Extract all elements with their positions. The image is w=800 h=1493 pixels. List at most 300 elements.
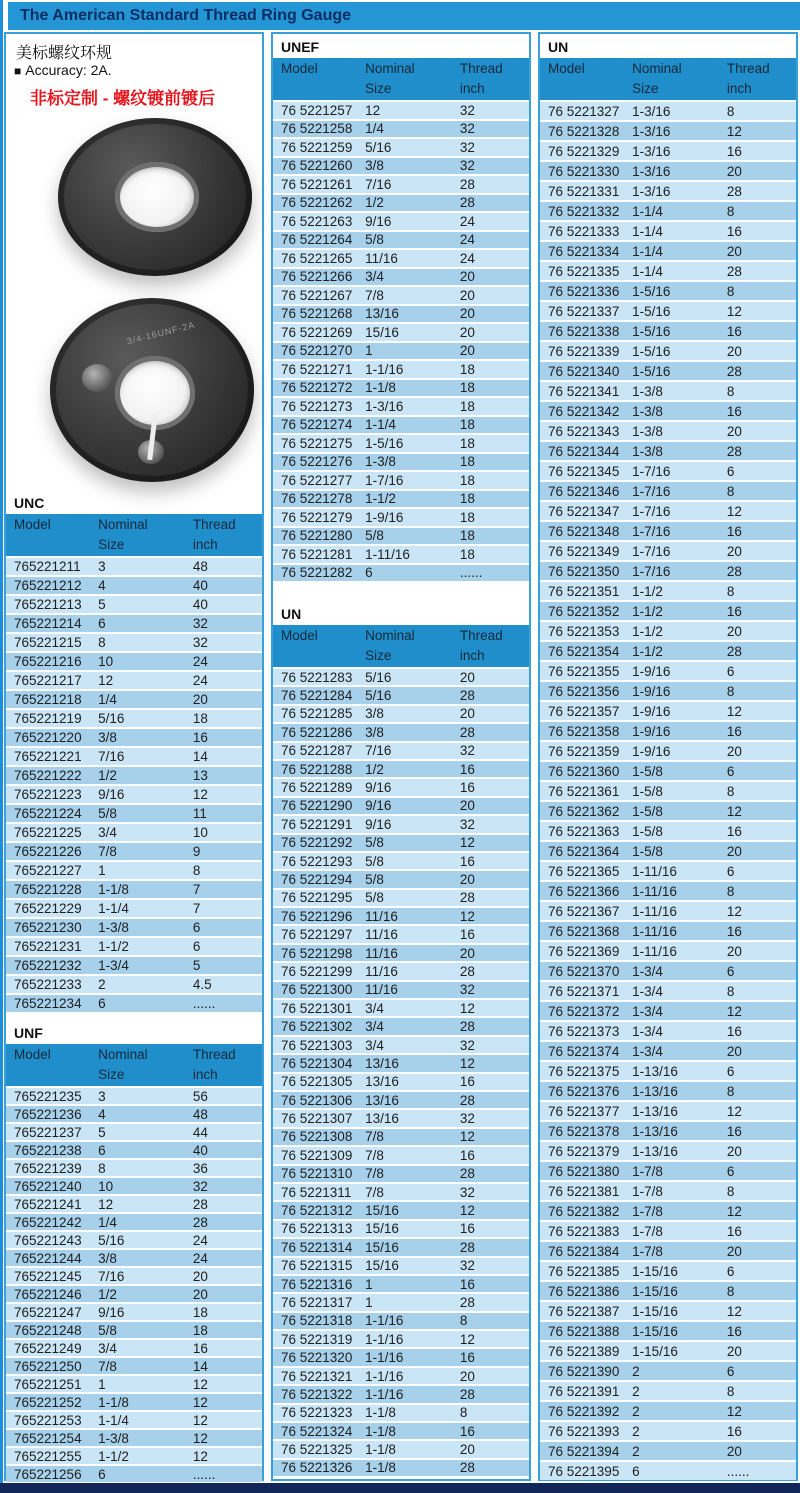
table-cell: 76 5221278: [281, 491, 353, 507]
table-cell: 18: [459, 491, 475, 507]
table-cell: 32: [459, 982, 475, 998]
table-cell: 16: [726, 1123, 742, 1139]
table-cell: 1-9/16: [632, 703, 671, 719]
table-cell: 1-7/16: [632, 523, 671, 539]
table-cell: 76 5221385: [548, 1263, 620, 1279]
table-cell: 76 5221274: [281, 417, 353, 433]
table-cell: 1-1/4: [632, 263, 663, 279]
table-cell: 13/16: [365, 1074, 399, 1090]
table-cell: 28: [459, 963, 475, 979]
unc-table: [6, 514, 262, 1012]
table-cell: 16: [726, 403, 742, 419]
table-cell: 20: [459, 871, 475, 887]
table-cell: 28: [459, 1166, 475, 1182]
table-cell: 1-7/8: [632, 1203, 663, 1219]
table-cell: 6: [726, 663, 735, 679]
table-cell: 76 5221262: [281, 195, 353, 211]
table-cell: 1-3/4: [98, 958, 129, 973]
table-cell: 16: [726, 523, 742, 539]
table-cell: 28: [459, 1386, 475, 1402]
table-row: [273, 119, 529, 138]
table-cell: 3/4: [365, 269, 384, 285]
table-cell: 76 5221277: [281, 472, 353, 488]
table-row: [6, 1176, 262, 1194]
table-cell: 1-11/16: [632, 943, 677, 959]
table-cell: 8: [726, 1383, 735, 1399]
table-row: [6, 1194, 262, 1212]
table-section-unf: [6, 1020, 262, 1482]
table-row: [273, 1458, 529, 1476]
table-cell: 76 5221286: [281, 724, 353, 740]
table-row: [540, 960, 796, 980]
table-cell: 76 5221387: [548, 1303, 620, 1319]
table-cell: 40: [192, 578, 208, 593]
table-cell: 1-3/4: [632, 1003, 663, 1019]
table-cell: 1-1/8: [98, 1394, 129, 1410]
table-cell: 76 5221373: [548, 1023, 620, 1039]
table-cell: 76 5221331: [548, 183, 620, 199]
table-cell: 76 5221270: [281, 343, 353, 359]
table-cell: 18: [192, 1304, 208, 1320]
table-row: [6, 1302, 262, 1320]
table-row: [6, 822, 262, 841]
table-cell: 8: [726, 683, 735, 699]
table-cell: 1-7/8: [632, 1223, 663, 1239]
table-cell: 5/8: [365, 853, 384, 869]
table-cell: 76 5221300: [281, 982, 353, 998]
table-cell: 2: [632, 1383, 640, 1399]
table-row: [6, 1230, 262, 1248]
table-cell: 76 5221345: [548, 463, 620, 479]
table-cell: 20: [192, 1286, 208, 1302]
section-label-unf: UNF: [14, 1025, 43, 1041]
table-row: [540, 860, 796, 880]
table-row: [273, 100, 529, 119]
table-body: [273, 100, 529, 581]
table-cell: 28: [726, 643, 742, 659]
table-cell: 76 5221368: [548, 923, 620, 939]
table-cell: 765221249: [14, 1340, 82, 1356]
table-cell: 76 5221338: [548, 323, 620, 339]
table-cell: 1-3/8: [632, 383, 663, 399]
table-cell: 1-3/16: [632, 163, 671, 179]
table-cell: 76 5221365: [548, 863, 620, 879]
table-row: [540, 460, 796, 480]
middle-column: [271, 32, 531, 1481]
table-row: [6, 917, 262, 936]
table-cell: 15/16: [365, 1258, 399, 1274]
table-row: [540, 320, 796, 340]
table-cell: 32: [459, 158, 475, 174]
table-cell: 76 5221351: [548, 583, 620, 599]
table-row: [6, 632, 262, 651]
table-row: [540, 440, 796, 460]
table-row: [540, 560, 796, 580]
table-cell: 765221234: [14, 996, 82, 1011]
table-cell: 1-1/2: [98, 939, 129, 954]
column-header: Thread inch: [192, 517, 236, 552]
table-row: [273, 924, 529, 942]
table-cell: 765221213: [14, 597, 82, 612]
table-cell: 76 5221382: [548, 1203, 620, 1219]
table-cell: 12: [726, 503, 742, 519]
table-cell: 76 5221352: [548, 603, 620, 619]
table-row: [540, 420, 796, 440]
table-cell: 76 5221288: [281, 761, 353, 777]
table-cell: 76 5221342: [548, 403, 620, 419]
table-row: [540, 660, 796, 680]
table-row: [273, 248, 529, 267]
table-row: [273, 433, 529, 452]
table-cell: 76 5221391: [548, 1383, 620, 1399]
table-row: [273, 667, 529, 685]
table-cell: 7/16: [365, 743, 392, 759]
table-row: [6, 575, 262, 594]
product-photos: [6, 110, 262, 490]
table-cell: 32: [459, 121, 475, 137]
table-cell: 11/16: [365, 250, 398, 266]
table-cell: 40: [192, 1142, 208, 1158]
table-cell: 1-1/4: [98, 1412, 129, 1428]
table-cell: 20: [459, 306, 475, 322]
table-cell: 8: [192, 863, 201, 878]
table-cell: 765221240: [14, 1178, 82, 1194]
table-row: [273, 211, 529, 230]
table-cell: 12: [459, 1203, 475, 1219]
table-cell: 28: [192, 1196, 208, 1212]
table-cell: 12: [459, 1331, 475, 1347]
table-cell: 28: [459, 1019, 475, 1035]
table-cell: 76 5221257: [281, 102, 353, 118]
table-row: [6, 1320, 262, 1338]
table-cell: 18: [459, 361, 475, 377]
table-row: [273, 359, 529, 378]
table-cell: ......: [459, 565, 483, 581]
table-cell: 76 5221308: [281, 1129, 353, 1145]
table-cell: 76 5221273: [281, 398, 353, 414]
table-cell: 76 5221315: [281, 1258, 353, 1274]
table-cell: 76 5221328: [548, 123, 620, 139]
table-cell: 18: [459, 417, 475, 433]
table-cell: 765221215: [14, 635, 82, 650]
table-cell: 76 5221305: [281, 1074, 353, 1090]
table-cell: 76 5221265: [281, 250, 353, 266]
table-cell: 8: [726, 1283, 735, 1299]
section-label-un: UN: [548, 39, 569, 55]
table-row: [540, 1320, 796, 1340]
table-cell: 16: [192, 730, 208, 745]
table-row: [540, 620, 796, 640]
table-cell: 12: [98, 1196, 114, 1212]
table-cell: 1-3/4: [632, 1023, 663, 1039]
table-cell: 765221216: [14, 654, 82, 669]
table-row: [6, 803, 262, 822]
table-cell: 76 5221311: [281, 1184, 352, 1200]
table-cell: 1/4: [98, 692, 117, 707]
table-row: [540, 120, 796, 140]
column-header: Thread inch: [459, 61, 503, 96]
table-cell: 76 5221261: [281, 176, 353, 192]
table-row: [540, 1180, 796, 1200]
table-row: [6, 1464, 262, 1482]
un-table-right: [540, 58, 796, 1480]
table-cell: 28: [459, 724, 475, 740]
table-cell: 12: [192, 1376, 208, 1392]
table-row: [6, 746, 262, 765]
table-cell: 1-3/16: [632, 183, 671, 199]
table-body: [540, 100, 796, 1480]
table-cell: 6: [632, 1463, 640, 1479]
table-cell: 32: [459, 816, 475, 832]
table-body: [6, 1086, 262, 1482]
table-cell: 765221211: [14, 559, 81, 574]
table-cell: 1-7/8: [632, 1163, 663, 1179]
table-cell: 28: [459, 176, 475, 192]
table-cell: 12: [726, 1003, 742, 1019]
table-cell: 3/4: [365, 1019, 384, 1035]
table-cell: 1-1/4: [632, 243, 663, 259]
table-cell: 20: [726, 1143, 742, 1159]
table-cell: 12: [726, 903, 742, 919]
table-row: [273, 526, 529, 545]
table-body: [273, 667, 529, 1476]
table-header-row: [273, 58, 529, 100]
table-cell: 3/4: [365, 1000, 384, 1016]
table-cell: 20: [726, 423, 742, 439]
table-cell: 5: [98, 597, 106, 612]
table-row: [273, 1182, 529, 1200]
table-cell: 16: [192, 1340, 208, 1356]
table-cell: 1-1/2: [632, 643, 663, 659]
table-row: [273, 998, 529, 1016]
table-cell: 76 5221349: [548, 543, 620, 559]
table-cell: 32: [459, 1184, 475, 1200]
table-cell: 765221251: [14, 1376, 82, 1392]
table-row: [273, 796, 529, 814]
table-cell: 1-5/8: [632, 763, 663, 779]
table-cell: 1-7/8: [632, 1183, 663, 1199]
table-cell: 12: [726, 1203, 742, 1219]
table-cell: 1-1/2: [365, 491, 396, 507]
table-row: [540, 400, 796, 420]
left-column: [4, 32, 264, 1481]
table-cell: 7/8: [98, 1358, 117, 1374]
table-cell: 20: [726, 623, 742, 639]
ring-marking-text: 3/4-16UNF-2A: [125, 319, 197, 347]
table-cell: 44: [192, 1124, 208, 1140]
table-cell: 765221252: [14, 1394, 82, 1410]
table-cell: 1-1/8: [365, 1442, 396, 1458]
table-cell: 76 5221322: [281, 1386, 353, 1402]
custom-order-note: 非标定制 - 螺纹镀前镀后: [30, 89, 216, 108]
table-cell: 1-5/8: [632, 823, 663, 839]
column-header: Model: [281, 61, 318, 76]
table-cell: 76 5221260: [281, 158, 353, 174]
table-cell: 76 5221276: [281, 454, 353, 470]
table-cell: 18: [459, 435, 475, 451]
table-cell: 1-3/8: [98, 920, 129, 935]
table-cell: 1: [98, 863, 106, 878]
column-header: Model: [281, 628, 318, 643]
table-cell: 8: [726, 583, 735, 599]
table-cell: 3/8: [98, 1250, 117, 1266]
table-cell: 76 5221287: [281, 743, 353, 759]
table-row: [540, 1000, 796, 1020]
table-cell: 76 5221266: [281, 269, 353, 285]
table-cell: 18: [192, 711, 208, 726]
table-cell: 3/8: [365, 158, 384, 174]
table-cell: 765221214: [14, 616, 82, 631]
table-cell: 76 5221367: [548, 903, 620, 919]
table-cell: 765221242: [14, 1214, 82, 1230]
table-cell: 1-11/16: [632, 903, 677, 919]
table-cell: 76 5221346: [548, 483, 620, 499]
table-cell: 11/16: [365, 927, 398, 943]
table-row: [273, 396, 529, 415]
table-cell: 32: [459, 1258, 475, 1274]
table-row: [6, 1410, 262, 1428]
table-cell: 3/4: [365, 1037, 384, 1053]
table-cell: 1-11/16: [632, 883, 677, 899]
table-cell: 1-1/2: [632, 623, 663, 639]
table-row: [6, 936, 262, 955]
table-cell: 1-13/16: [632, 1063, 678, 1079]
table-cell: 1-5/16: [632, 303, 671, 319]
table-cell: 3/8: [365, 724, 384, 740]
table-cell: 20: [726, 843, 742, 859]
table-cell: 6: [726, 1263, 735, 1279]
table-cell: 5/8: [365, 890, 384, 906]
table-cell: 16: [726, 823, 742, 839]
table-cell: 11/16: [365, 945, 398, 961]
table-row: [273, 1292, 529, 1310]
table-row: [540, 1060, 796, 1080]
table-cell: 765221243: [14, 1232, 82, 1248]
table-cell: 20: [459, 945, 475, 961]
accuracy-line: [14, 62, 262, 82]
table-cell: 76 5221320: [281, 1350, 353, 1366]
table-cell: 765221236: [14, 1106, 82, 1122]
table-row: [540, 740, 796, 760]
table-cell: 76 5221330: [548, 163, 620, 179]
table-cell: 76 5221321: [281, 1368, 353, 1384]
section-label-un: UN: [281, 606, 302, 622]
table-cell: 12: [192, 1412, 208, 1428]
table-cell: 1-1/4: [365, 417, 396, 433]
table-row: [273, 943, 529, 961]
table-cell: 76 5221314: [281, 1239, 353, 1255]
table-cell: 765221229: [14, 901, 82, 916]
table-row: [273, 544, 529, 563]
table-row: [540, 1380, 796, 1400]
table-cell: 5: [192, 958, 201, 973]
table-cell: 1-3/16: [632, 123, 671, 139]
table-cell: 76 5221271: [281, 361, 353, 377]
table-cell: 1/2: [98, 768, 117, 783]
table-cell: 20: [726, 543, 742, 559]
table-cell: 1/2: [365, 761, 384, 777]
table-row: [273, 415, 529, 434]
table-row: [6, 784, 262, 803]
table-row: [6, 556, 262, 575]
table-cell: 765221237: [14, 1124, 82, 1140]
table-cell: 765221247: [14, 1304, 82, 1320]
table-cell: 76 5221336: [548, 283, 620, 299]
table-cell: 1-13/16: [632, 1083, 678, 1099]
table-row: [6, 974, 262, 993]
table-row: [540, 340, 796, 360]
table-cell: 20: [459, 1368, 475, 1384]
table-cell: 8: [726, 983, 735, 999]
table-cell: 1-5/16: [632, 343, 671, 359]
table-row: [540, 1020, 796, 1040]
table-row: [540, 1440, 796, 1460]
table-cell: 5/16: [98, 711, 125, 726]
table-cell: 6: [726, 1063, 735, 1079]
table-cell: 76 5221327: [548, 103, 620, 119]
table-cell: 76 5221383: [548, 1223, 620, 1239]
table-cell: 765221219: [14, 711, 82, 726]
table-cell: 3: [98, 559, 106, 574]
table-cell: 48: [192, 559, 208, 574]
table-cell: 1-7/8: [632, 1243, 663, 1259]
table-cell: 12: [459, 908, 475, 924]
table-cell: ......: [192, 1466, 216, 1482]
table-row: [540, 1120, 796, 1140]
table-cell: 6: [98, 1466, 106, 1482]
table-cell: 1/2: [365, 195, 384, 211]
column-header: Thread inch: [192, 1047, 236, 1082]
table-cell: 16: [726, 723, 742, 739]
table-cell: 16: [459, 761, 475, 777]
table-cell: 20: [726, 1343, 742, 1359]
table-row: [540, 980, 796, 1000]
table-cell: 76 5221375: [548, 1063, 620, 1079]
table-cell: 765221254: [14, 1430, 82, 1446]
accuracy-label: Accuracy: 2A.: [25, 62, 112, 78]
table-cell: 1-1/2: [632, 583, 663, 599]
table-cell: 28: [459, 890, 475, 906]
table-cell: 8: [726, 383, 735, 399]
table-cell: 76 5221312: [281, 1203, 353, 1219]
table-row: [540, 280, 796, 300]
table-cell: 32: [459, 139, 475, 155]
table-row: [6, 594, 262, 613]
table-row: [540, 1040, 796, 1060]
table-row: [273, 869, 529, 887]
table-cell: 20: [726, 1043, 742, 1059]
table-row: [273, 1384, 529, 1402]
table-cell: 9/16: [365, 780, 392, 796]
table-cell: 76 5221289: [281, 780, 353, 796]
table-cell: 76 5221357: [548, 703, 620, 719]
table-cell: 32: [192, 1178, 208, 1194]
table-row: [6, 1356, 262, 1374]
table-cell: 76 5221268: [281, 306, 353, 322]
table-cell: 6: [98, 996, 106, 1011]
table-cell: 1-3/4: [632, 983, 663, 999]
table-cell: 2: [632, 1423, 640, 1439]
table-cell: 1-3/16: [632, 103, 671, 119]
table-cell: 20: [192, 1268, 208, 1284]
table-row: [540, 1280, 796, 1300]
table-cell: 1-15/16: [632, 1343, 678, 1359]
unf-table: [6, 1044, 262, 1482]
table-row: [540, 920, 796, 940]
column-header: Model: [14, 1047, 51, 1062]
table-cell: 765221248: [14, 1322, 82, 1338]
ring-gauge-photo-bottom: [50, 298, 254, 482]
